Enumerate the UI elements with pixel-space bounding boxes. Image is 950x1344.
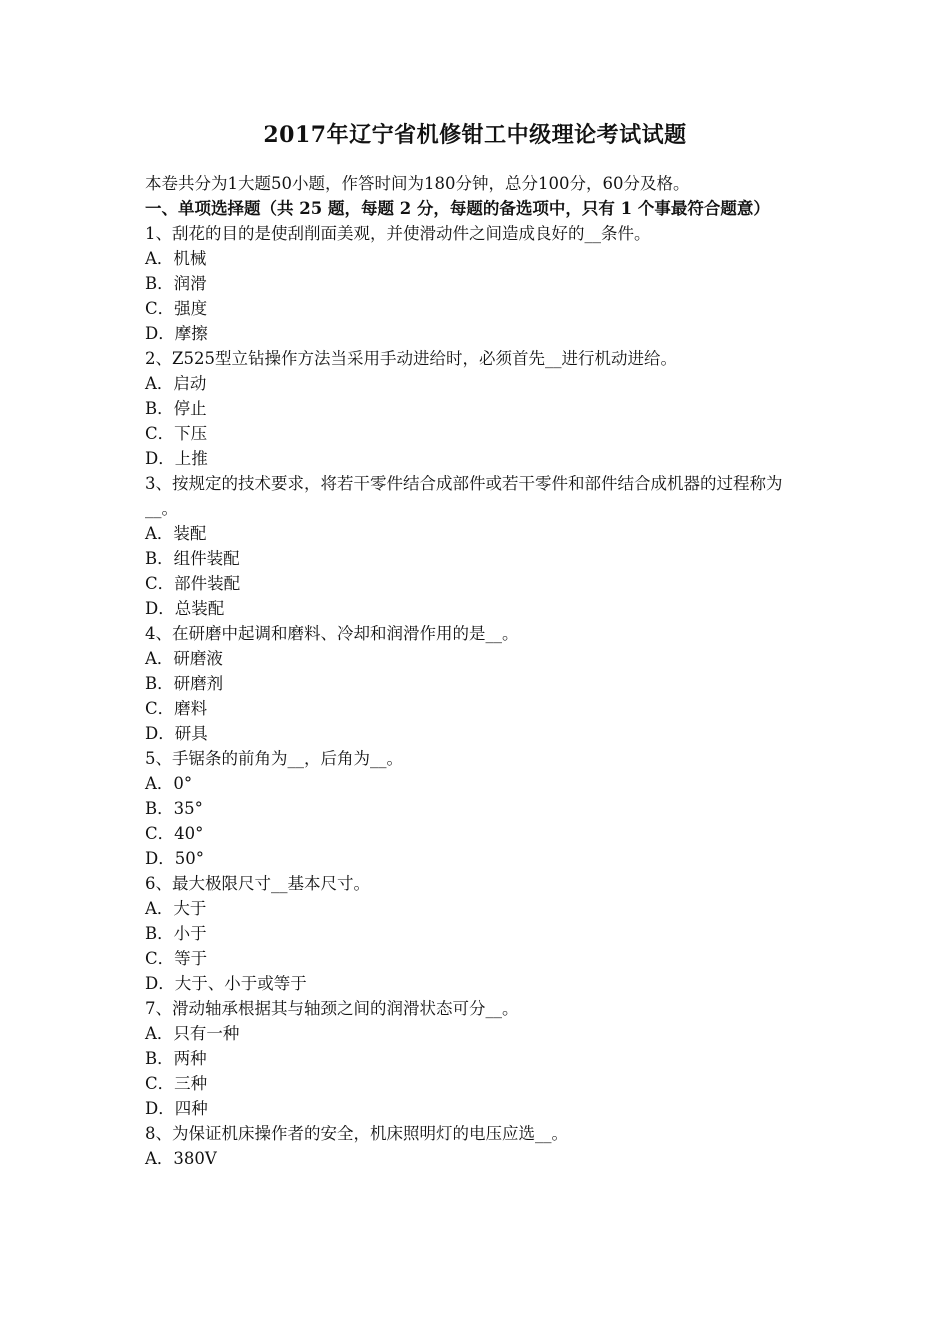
section-header: 一、单项选择题（共 25 题，每题 2 分，每题的备选项中，只有 1 个事最符合题意） (145, 199, 770, 218)
question-2 (145, 346, 815, 471)
option-c: C．磨料 (145, 699, 208, 718)
option-a: A．装配 (145, 524, 207, 543)
option-b: B．停止 (145, 399, 207, 418)
document-body (145, 171, 815, 1171)
option-d: D．摩擦 (145, 324, 208, 343)
option-a: A．机械 (145, 249, 207, 268)
question-5 (145, 746, 815, 871)
question-stem: 8、为保证机床操作者的安全，机床照明灯的电压应选__。 (145, 1124, 568, 1143)
option-a: A．大于 (145, 899, 207, 918)
option-a: A．380V (145, 1149, 217, 1168)
option-a: A．0° (145, 774, 193, 793)
question-6 (145, 871, 815, 996)
option-b: B．两种 (145, 1049, 207, 1068)
question-1 (145, 221, 815, 346)
question-3 (145, 471, 815, 621)
option-d: D．研具 (145, 724, 208, 743)
question-stem: 4、在研磨中起调和磨料、冷却和润滑作用的是__。 (145, 624, 519, 643)
question-4 (145, 621, 815, 746)
option-d: D．上推 (145, 449, 208, 468)
option-c: C．强度 (145, 299, 208, 318)
question-stem: 6、最大极限尺寸__基本尺寸。 (145, 874, 370, 893)
option-b: B．35° (145, 799, 203, 818)
option-d: D．50° (145, 849, 204, 868)
option-c: C．下压 (145, 424, 208, 443)
option-c: C．40° (145, 824, 204, 843)
question-stem: 5、手锯条的前角为__，后角为__。 (145, 749, 403, 768)
option-d: D．四种 (145, 1099, 208, 1118)
exam-intro: 本卷共分为1大题50小题，作答时间为180分钟，总分100分，60分及格。 (145, 174, 690, 193)
option-b: B．研磨剂 (145, 674, 224, 693)
option-c: C．三种 (145, 1074, 208, 1093)
question-8 (145, 1121, 815, 1171)
document-title: 2017年辽宁省机修钳工中级理论考试试题 (263, 122, 687, 148)
question-stem: 7、滑动轴承根据其与轴颈之间的润滑状态可分__。 (145, 999, 519, 1018)
option-a: A．只有一种 (145, 1024, 240, 1043)
question-stem: 3、按规定的技术要求，将若干零件结合成部件或若干零件和部件结合成机器的过程称为__。 (145, 474, 783, 518)
question-stem: 2、Z525型立钻操作方法当采用手动进给时，必须首先__进行机动进给。 (145, 349, 677, 368)
option-b: B．润滑 (145, 274, 207, 293)
option-b: B．小于 (145, 924, 207, 943)
option-c: C．等于 (145, 949, 208, 968)
option-d: D．总装配 (145, 599, 225, 618)
option-a: A．研磨液 (145, 649, 223, 668)
option-d: D．大于、小于或等于 (145, 974, 307, 993)
option-c: C．部件装配 (145, 574, 241, 593)
question-7 (145, 996, 815, 1121)
option-b: B．组件装配 (145, 549, 240, 568)
question-stem: 1、刮花的目的是使刮削面美观，并使滑动件之间造成良好的__条件。 (145, 224, 651, 243)
option-a: A．启动 (145, 374, 207, 393)
